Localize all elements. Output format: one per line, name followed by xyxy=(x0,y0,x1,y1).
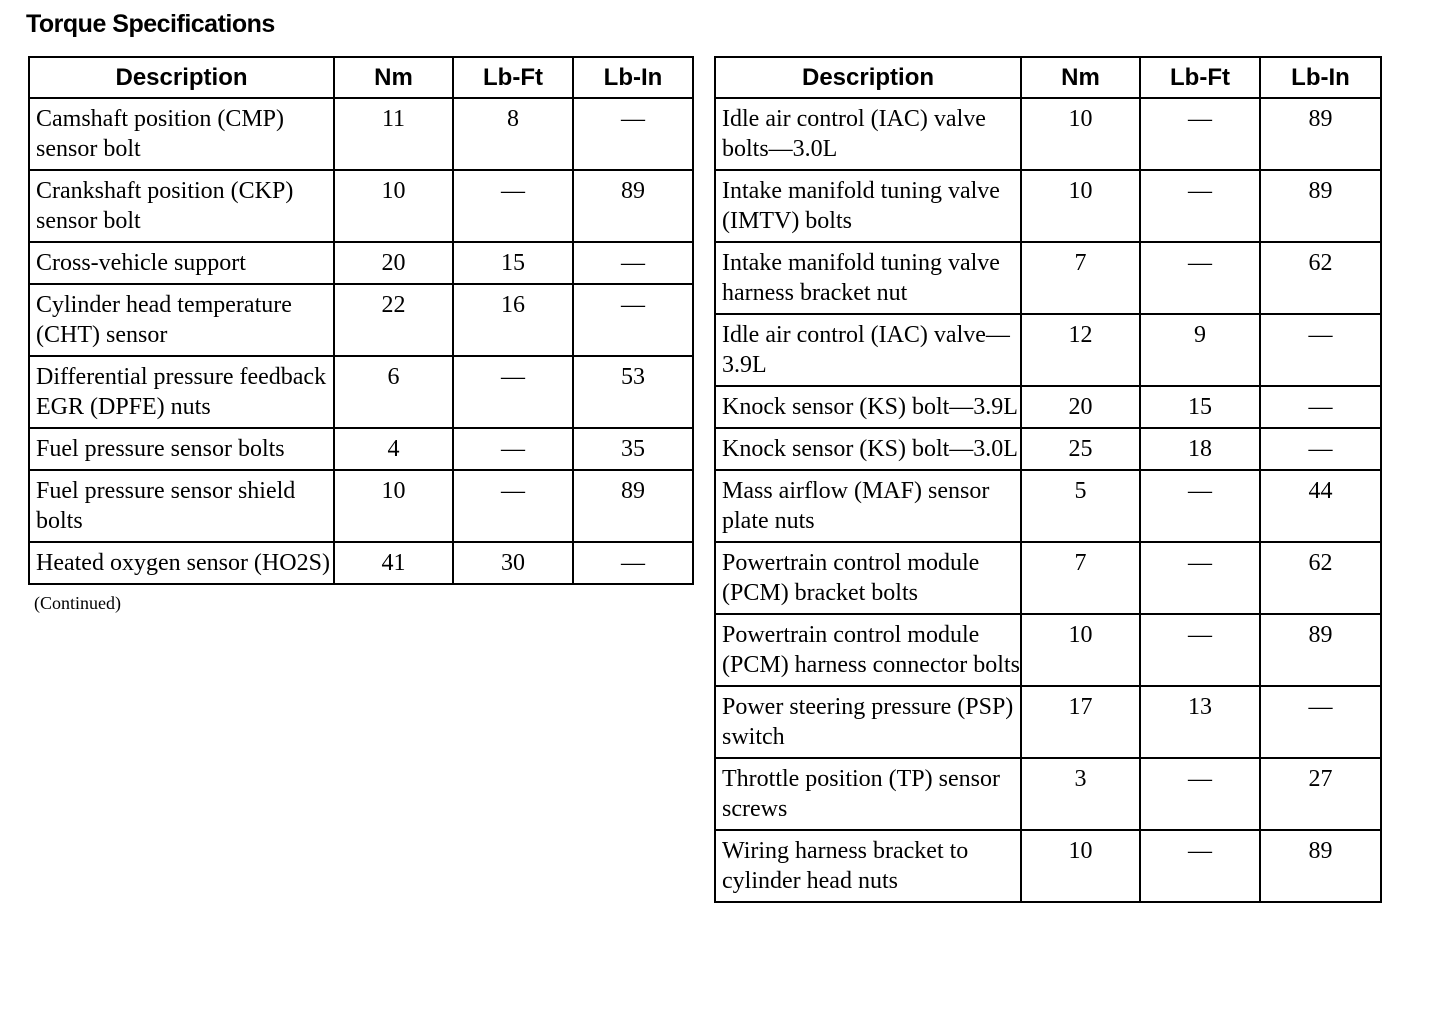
cell-lbft: — xyxy=(1140,242,1260,314)
table-row xyxy=(715,758,1381,830)
cell-lbin: 89 xyxy=(1260,98,1381,170)
cell-lbin: — xyxy=(573,542,693,584)
column-header-nm: Nm xyxy=(1021,57,1140,98)
cell-lbin: 53 xyxy=(573,356,693,428)
cell-nm: 5 xyxy=(1021,470,1140,542)
cell-nm: 10 xyxy=(334,170,453,242)
table-row xyxy=(29,356,693,428)
cell-nm: 7 xyxy=(1021,542,1140,614)
table-row xyxy=(715,242,1381,314)
cell-lbin: 89 xyxy=(1260,614,1381,686)
cell-lbin: — xyxy=(1260,428,1381,470)
cell-lbft: — xyxy=(453,356,573,428)
cell-description: Idle air control (IAC) valve—3.9L xyxy=(715,314,1021,386)
cell-lbft: 8 xyxy=(453,98,573,170)
cell-lbft: 16 xyxy=(453,284,573,356)
cell-nm: 25 xyxy=(1021,428,1140,470)
column-header-lbin: Lb-In xyxy=(1260,57,1381,98)
cell-description: Heated oxygen sensor (HO2S) xyxy=(29,542,334,584)
cell-lbft: 9 xyxy=(1140,314,1260,386)
cell-nm: 6 xyxy=(334,356,453,428)
cell-nm: 22 xyxy=(334,284,453,356)
cell-lbft: — xyxy=(453,170,573,242)
table-row xyxy=(29,242,693,284)
cell-lbin: — xyxy=(573,242,693,284)
cell-nm: 20 xyxy=(334,242,453,284)
header-row xyxy=(29,57,693,98)
column-header-nm: Nm xyxy=(334,57,453,98)
cell-lbft: 30 xyxy=(453,542,573,584)
cell-lbin: 44 xyxy=(1260,470,1381,542)
cell-nm: 4 xyxy=(334,428,453,470)
cell-lbft: — xyxy=(1140,170,1260,242)
table-row xyxy=(715,314,1381,386)
cell-lbin: — xyxy=(1260,314,1381,386)
cell-nm: 10 xyxy=(1021,614,1140,686)
cell-nm: 12 xyxy=(1021,314,1140,386)
cell-description: Idle air control (IAC) valve bolts—3.0L xyxy=(715,98,1021,170)
table-row xyxy=(715,830,1381,902)
cell-lbin: 89 xyxy=(573,470,693,542)
cell-description: Mass airflow (MAF) sensor plate nuts xyxy=(715,470,1021,542)
column-header-description: Description xyxy=(715,57,1021,98)
cell-description: Crankshaft position (CKP) sensor bolt xyxy=(29,170,334,242)
cell-description: Differential pressure feedback EGR (DPFE) nuts xyxy=(29,356,334,428)
cell-description: Knock sensor (KS) bolt—3.9L xyxy=(715,386,1021,428)
column-header-lbft: Lb-Ft xyxy=(453,57,573,98)
cell-lbft: — xyxy=(1140,758,1260,830)
cell-description: Intake manifold tuning valve harness bracket nut xyxy=(715,242,1021,314)
table-row xyxy=(29,470,693,542)
cell-description: Power steering pressure (PSP) switch xyxy=(715,686,1021,758)
torque-table-right xyxy=(714,56,1382,903)
cell-nm: 11 xyxy=(334,98,453,170)
cell-description: Powertrain control module (PCM) harness connector bolts xyxy=(715,614,1021,686)
table-row xyxy=(715,614,1381,686)
cell-nm: 10 xyxy=(1021,830,1140,902)
cell-lbin: 62 xyxy=(1260,542,1381,614)
cell-lbin: — xyxy=(573,98,693,170)
cell-description: Intake manifold tuning valve (IMTV) bolts xyxy=(715,170,1021,242)
cell-lbin: 89 xyxy=(1260,170,1381,242)
cell-nm: 10 xyxy=(1021,170,1140,242)
table-row xyxy=(715,170,1381,242)
table-row xyxy=(715,98,1381,170)
cell-lbft: — xyxy=(1140,542,1260,614)
table-row xyxy=(29,428,693,470)
table-row xyxy=(715,686,1381,758)
page-title: Torque Specifications xyxy=(26,10,275,38)
cell-nm: 20 xyxy=(1021,386,1140,428)
torque-table-left xyxy=(28,56,694,585)
cell-lbft: 18 xyxy=(1140,428,1260,470)
header-row xyxy=(715,57,1381,98)
cell-lbft: — xyxy=(453,470,573,542)
cell-lbft: 15 xyxy=(453,242,573,284)
cell-lbin: 62 xyxy=(1260,242,1381,314)
cell-lbft: — xyxy=(1140,98,1260,170)
cell-lbft: — xyxy=(1140,830,1260,902)
table-row xyxy=(715,542,1381,614)
cell-lbin: — xyxy=(1260,686,1381,758)
cell-nm: 10 xyxy=(1021,98,1140,170)
cell-description: Cylinder head temperature (CHT) sensor xyxy=(29,284,334,356)
table-row xyxy=(715,470,1381,542)
cell-nm: 7 xyxy=(1021,242,1140,314)
cell-lbin: 89 xyxy=(573,170,693,242)
cell-nm: 3 xyxy=(1021,758,1140,830)
cell-lbin: 89 xyxy=(1260,830,1381,902)
cell-description: Camshaft position (CMP) sensor bolt xyxy=(29,98,334,170)
table-row xyxy=(715,386,1381,428)
cell-description: Knock sensor (KS) bolt—3.0L xyxy=(715,428,1021,470)
cell-description: Fuel pressure sensor shield bolts xyxy=(29,470,334,542)
cell-lbin: 35 xyxy=(573,428,693,470)
cell-nm: 17 xyxy=(1021,686,1140,758)
cell-description: Fuel pressure sensor bolts xyxy=(29,428,334,470)
table-row xyxy=(29,98,693,170)
cell-lbft: — xyxy=(1140,614,1260,686)
cell-lbin: — xyxy=(573,284,693,356)
cell-lbin: — xyxy=(1260,386,1381,428)
cell-description: Cross-vehicle support xyxy=(29,242,334,284)
table-row xyxy=(29,170,693,242)
cell-lbft: 15 xyxy=(1140,386,1260,428)
cell-lbft: 13 xyxy=(1140,686,1260,758)
cell-lbft: — xyxy=(1140,470,1260,542)
column-header-lbft: Lb-Ft xyxy=(1140,57,1260,98)
cell-lbft: — xyxy=(453,428,573,470)
column-header-lbin: Lb-In xyxy=(573,57,693,98)
table-row xyxy=(715,428,1381,470)
cell-description: Powertrain control module (PCM) bracket bolts xyxy=(715,542,1021,614)
table-row xyxy=(29,284,693,356)
cell-nm: 10 xyxy=(334,470,453,542)
continued-note: (Continued) xyxy=(34,593,121,613)
cell-nm: 41 xyxy=(334,542,453,584)
cell-description: Throttle position (TP) sensor screws xyxy=(715,758,1021,830)
table-row xyxy=(29,542,693,584)
cell-lbin: 27 xyxy=(1260,758,1381,830)
cell-description: Wiring harness bracket to cylinder head nuts xyxy=(715,830,1021,902)
column-header-description: Description xyxy=(29,57,334,98)
